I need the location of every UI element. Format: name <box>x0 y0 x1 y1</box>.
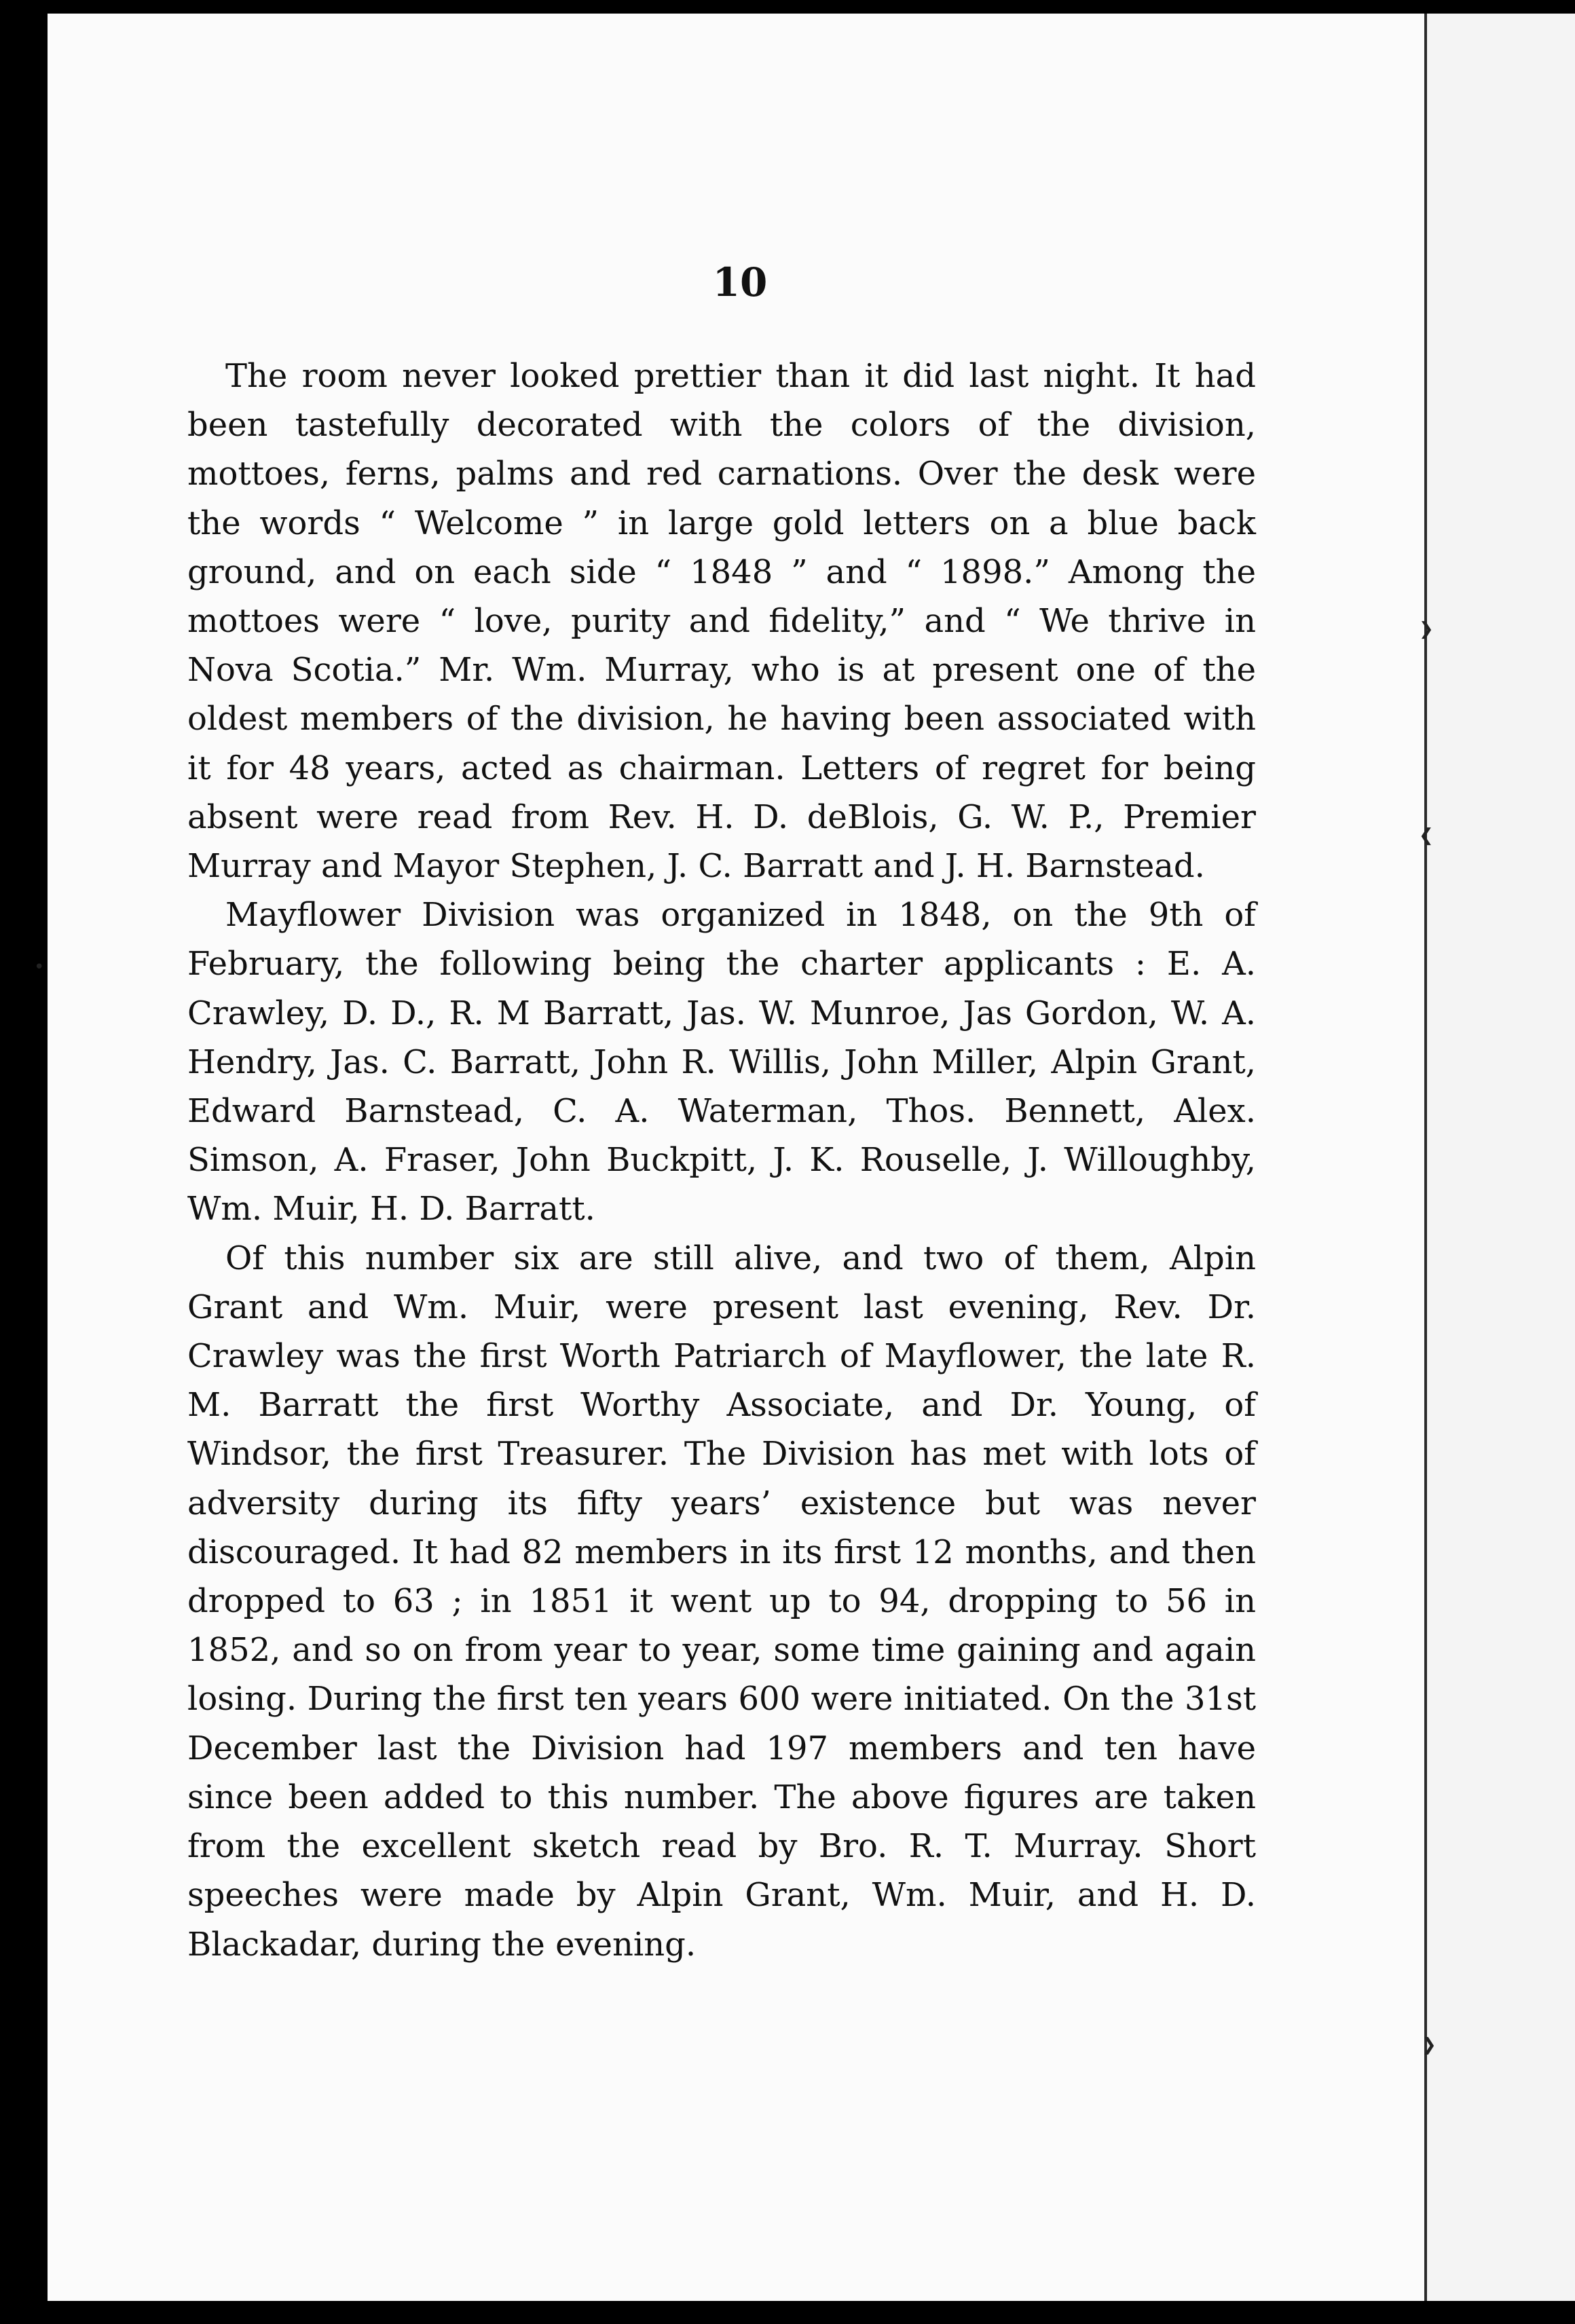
page-number: 10 <box>712 259 768 305</box>
article-body <box>187 352 1256 1969</box>
margin-mark: • <box>34 957 45 977</box>
paragraph-decoration: The room never looked prettier than it did last night. It had been tastefully decorated with the colors of the division, mottoes, ferns, palms and red carnations. Over the desk were the words “ Welcome ” in large gold letters on a blue back ground, and on each side “ 1848 ” and “ 1898.” Among the mottoes were “ love, purity and fidelity,” and “ We thrive in Nova Scotia.” Mr. Wm. Murray, who is at present one of the oldest members of the division, he having been associated with it for 48 years, acted as chairman. Letters of regret for being absent were read from Rev. H. D. deBlois, G. W. P., Premier Murray and Mayor Stephen, J. C. Barratt and J. H. Barnstead. <box>187 357 1256 886</box>
margin-mark: ❯ <box>1419 619 1434 639</box>
paragraph-charter-applicants: Mayflower Division was organized in 1848, on the 9th of February, the following being the charter applicants : E. A. Crawley, D. D., R. M Barratt, Jas. W. Munroe, Jas Gordon, W. A. Hendry, Jas. C. Barratt, John R. Willis, John Miller, Alpin Grant, Edward Barnstead, C. A. Waterman, Thos. Bennett, Alex. Simson, A. Fraser, John Buckpitt, J. K. Rouselle, J. Willoughby, Wm. Muir, H. D. Barratt. <box>187 896 1256 1229</box>
adjacent-page-edge <box>1427 14 1575 2301</box>
book-page <box>48 14 1432 2301</box>
margin-mark: ❮ <box>1419 825 1434 846</box>
scan-border-bottom <box>0 2301 1575 2324</box>
paragraph-division-history: Of this number six are still alive, and two of them, Alpin Grant and Wm. Muir, were present last evening, Rev. Dr. Crawley was the first Worth Patriarch of Mayflower, the late R. M. Barratt the first Worthy Associate, and Dr. Young, of Windsor, the first Treasurer. The Division has met with lots of adversity during its fifty years’ existence but was never discouraged. It had 82 members in its first 12 months, and then dropped to 63 ; in 1851 it went up to 94, dropping to 56 in 1852, and so on from year to year, some time gaining and again losing. During the first ten years 600 were initiated. On the 31st December last the Division had 197 members and ten have since been added to this number. The above figures are taken from the excellent sketch read by Bro. R. T. Murray. Short speeches were made by Alpin Grant, Wm. Muir, and H. D. Blackadar, during the evening. <box>187 1239 1256 1964</box>
margin-mark: ❯ <box>1422 2035 1437 2055</box>
